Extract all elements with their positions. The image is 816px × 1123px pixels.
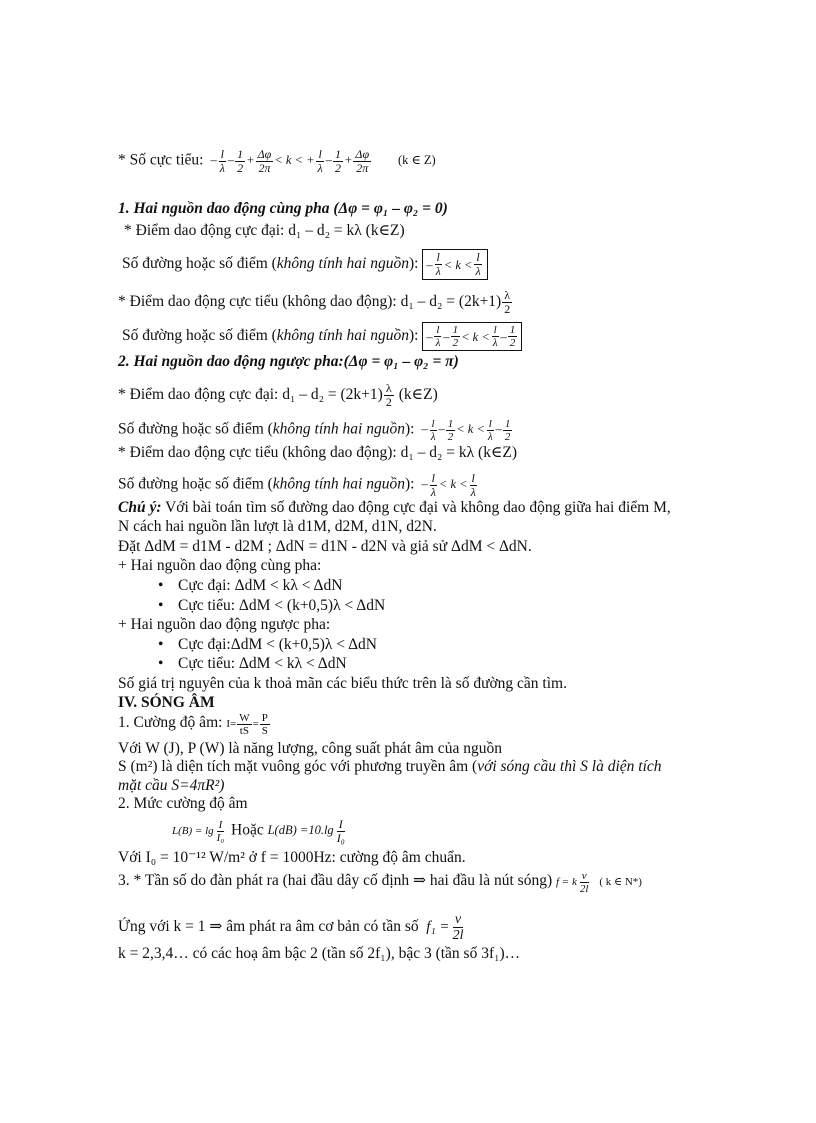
opposite-phase-max: * Điểm dao động cực đại: d₁ – d₂ = (2k+1) $\frac{\lambda}{2}$ (k∈Z) xyxy=(118,381,438,409)
boxed-formula: – $\frac{l}{\lambda}$ – $\frac{1}{2}$ < k < $\frac{l}{\lambda}$ – $\frac{1}{2}$ xyxy=(422,322,522,351)
level-heading: 2. Mức cường độ âm xyxy=(118,795,248,812)
formula: – $\frac{l}{\lambda}$ – $\frac{1}{2}$ < k < $\frac{l}{\lambda}$ – $\frac{1}{2}$ xyxy=(418,418,511,443)
harmonics-line: k = 2,3,4… có các hoạ âm bậc 2 (tần số 2f₁), bậc 3 (tần số 3f₁)… xyxy=(118,945,521,962)
section-same-phase-heading: 1. Hai nguồn dao động cùng pha (Δφ = φ₁ – φ₂ = 0) xyxy=(118,200,448,217)
list-item: • Cực tiểu: ΔdM < kλ < ΔdN xyxy=(178,655,347,673)
formula: – $\frac{l}{\lambda}$ < k < $\frac{l}{\lambda}$ xyxy=(418,471,476,499)
fundamental-line: Ứng với k = 1 ⇒ âm phát ra âm cơ bản có tần số f₁ = $\frac{v}{2l}$ xyxy=(118,912,464,943)
string-frequency: 3. * Tần số do đàn phát ra (hai đầu dây cố định ⇒ hai đầu là nút sóng) f = k $\frac{v}{2l}$ ( k ∈ N*) xyxy=(118,870,642,895)
list-item: • Cực tiểu: ΔdM < (k+0,5)λ < ΔdN xyxy=(178,597,385,615)
same-phase-min-count: Số đường hoặc số điểm (không tính hai nguồn): – $\frac{l}{\lambda}$ – $\frac{1}{2}$ < k < $\frac{l}{\lambda}$ – $\frac{1}{2}$ xyxy=(122,322,522,351)
list-item: • Cực đại:ΔdM < (k+0,5)λ < ΔdN xyxy=(178,636,377,654)
formula-intensity: I= $\frac{W}{tS}$ = $\frac{P}{S}$ xyxy=(226,712,268,737)
intensity-desc: Với W (J), P (W) là năng lượng, công suất phát âm của nguồn xyxy=(118,740,502,757)
min-count-line: * Số cực tiểu: – $\frac{l}{\lambda}$ – $\frac{1}{2}$ + $\frac{\Delta\varphi}{2\pi}$ < k < + $\frac{l}{\lambda}$ – $\frac{1}{2}$ + $\frac{\Delta\varphi}{2\pi}$ (k ∈ Z) xyxy=(118,147,436,175)
list-item: • Cực đại: ΔdM < kλ < ΔdN xyxy=(178,577,342,595)
opposite-phase-case: + Hai nguồn dao động ngược pha: xyxy=(118,616,331,633)
section-iv-heading: IV. SÓNG ÂM xyxy=(118,694,215,711)
formula-min-count: – $\frac{l}{\lambda}$ – $\frac{1}{2}$ + $\frac{\Delta\varphi}{2\pi}$ < k < + $\frac{l}{\lambda}$ – $\frac{1}{2}$ + $\frac{\Delta\varphi}{2\pi}$ xyxy=(207,147,370,175)
conclusion: Số giá trị nguyên của k thoả mãn các biểu thức trên là số đường cần tìm. xyxy=(118,675,567,692)
area-desc: S (m²) là diện tích mặt vuông góc với phương truyền âm (với sóng cầu thì S là diện tích xyxy=(118,758,662,775)
level-formula: L(B) = lg $\frac{I}{\text{I₀}}$ Hoặc L(dB) =10.lg $\frac{I}{\text{I₀}}$ xyxy=(172,817,345,845)
area-desc-2: mặt cầu S=4πR²) xyxy=(118,777,225,794)
intensity-line: 1. Cường độ âm: I= $\frac{W}{tS}$ = $\frac{P}{S}$ xyxy=(118,712,271,737)
same-phase-case: + Hai nguồn dao động cùng pha: xyxy=(118,557,322,574)
same-phase-max-count: Số đường hoặc số điểm (không tính hai nguồn): – $\frac{l}{\lambda}$ < k < $\frac{l}{\lambda}$ xyxy=(122,249,488,280)
note-line-1: Chú ý: Với bài toán tìm số đường dao động cực đại và không dao động giữa hai điểm M, xyxy=(118,499,671,516)
note-line-2: N cách hai nguồn lần lượt là d1M, d2M, d1N, d2N. xyxy=(118,518,437,535)
section-opposite-phase-heading: 2. Hai nguồn dao động ngược pha:(Δφ = φ₁ – φ₂ = π) xyxy=(118,353,459,370)
same-phase-min: * Điểm dao động cực tiểu (không dao động): d₁ – d₂ = (2k+1) $\frac{\lambda}{2}$ xyxy=(118,288,511,316)
same-phase-max: * Điểm dao động cực đại: d₁ – d₂ = kλ (k∈Z) xyxy=(124,222,405,239)
reference-intensity: Với I₀ = 10⁻¹² W/m² ở f = 1000Hz: cường độ âm chuẩn. xyxy=(118,849,466,866)
opposite-phase-min: * Điểm dao động cực tiểu (không dao động): d₁ – d₂ = kλ (k∈Z) xyxy=(118,444,518,461)
boxed-formula: – $\frac{l}{\lambda}$ < k < $\frac{l}{\lambda}$ xyxy=(422,249,487,280)
note-line-3: Đặt ΔdM = d1M - d2M ; ΔdN = d1N - d2N và giả sử ΔdM < ΔdN. xyxy=(118,538,532,555)
opposite-phase-max-count: Số đường hoặc số điểm (không tính hai nguồn): – $\frac{l}{\lambda}$ – $\frac{1}{2}$ < k < $\frac{l}{\lambda}$ – $\frac{1}{2}$ xyxy=(118,418,513,443)
opposite-phase-min-count: Số đường hoặc số điểm (không tính hai nguồn): – $\frac{l}{\lambda}$ < k < $\frac{l}{\lambda}$ xyxy=(118,472,479,499)
